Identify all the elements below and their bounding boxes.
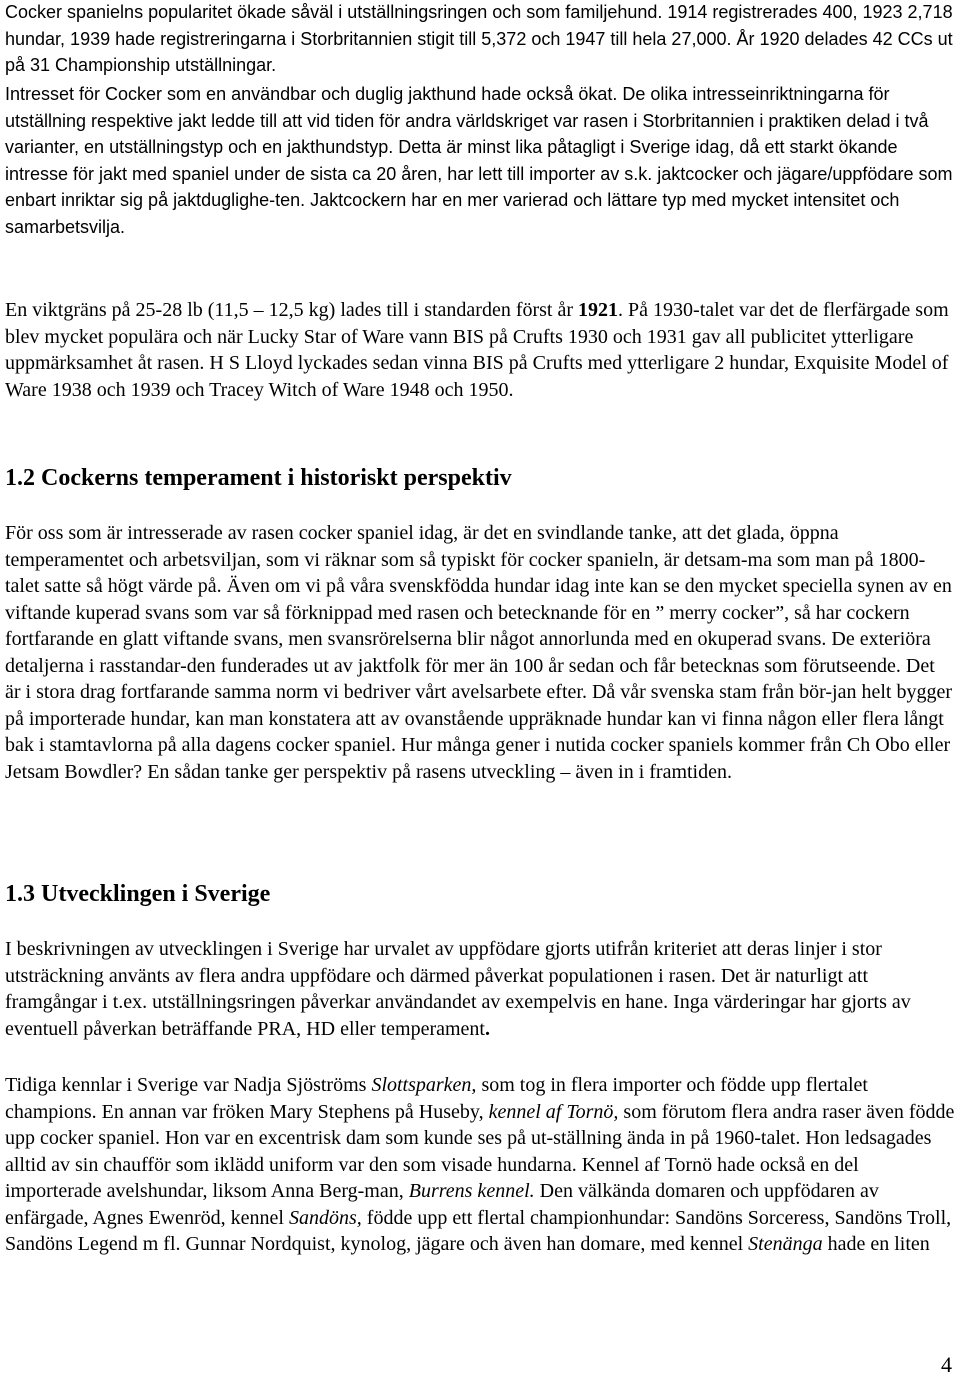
paragraph-text: Den välkända domaren och uppfödaren av enfärgade, Agnes Ewenröd, kennel — [5, 1180, 879, 1229]
paragraph-text: I beskrivningen av utvecklingen i Sverige har urvalet av uppfödare gjorts utifrån kriteriet att deras linjer i stor utsträckning använts av flera andra uppfödare och därmed påverkat populationen i rasen. Det är naturligt att framgångar i t.ex. utställningsringen påverkar användandet av exempelvis en hane. Inga värderingar har gjorts av eventuell påverkan beträffande PRA, HD eller temperament — [5, 938, 911, 1040]
kennel-name: Sandöns, — [288, 1206, 362, 1229]
paragraph-text: födde upp ett flertal championhundar: Sandöns Sorceress, Sandöns Troll, Sandöns Legend m fl. Gunnar Nordquist, kynolog, jägare och även han domare, med kennel — [5, 1206, 952, 1255]
section-heading-sweden: 1.3 Utvecklingen i Sverige — [5, 881, 271, 907]
paragraph-text: som tog in flera importer och födde upp flertalet champions. En annan var fröken Mary Stephens på Huseby, — [5, 1074, 868, 1123]
bold-text: Detta är minst lika påtagligt i Sverige idag, då ett starkt ökande intresse för jakt med spaniel under de sista ca 20 åren, har lett till importer av s.k. jaktcocker och jägare/uppfödare som enbart inriktar sig på jaktduglighe-ten. Jaktcockern har en mer varierad och lättare typ med mycket intensitet och samarbetsvilja. — [5, 137, 953, 237]
kennel-name: kennel af Tornö, — [488, 1100, 619, 1123]
paragraph-text: Intresset för Cocker som en användbar och duglig jakthund hade också ökat. De olika intresseinriktningarna för utställning respektive jakt ledde till att vid tiden för andra världskriget var rasen i Storbritannien i praktiken delad i två varianter, en utställningstyp och en jakthundstyp. — [5, 84, 929, 157]
bold-period: . — [485, 1017, 490, 1040]
paragraph-weight-limit — [5, 297, 955, 403]
bold-year: 1921 — [578, 299, 619, 321]
paragraph-popularity — [5, 0, 955, 79]
page-number: 4 — [941, 1352, 952, 1377]
kennel-name: Slottsparken, — [371, 1074, 477, 1096]
paragraph-text: För oss som är intresserade av rasen cocker spaniel idag, är det en svindlande tanke, att det glada, öppna temperamentet och arbetsviljan, som vi räknar som så typiskt för cocker spanieln, är detsam-ma som man på 1800-talet satte så högt värde på. Även om vi på våra svenskfödda hundar idag inte kan se den mycket speciella synen av en viftande kuperad svans som var så förknippad med rasen och betecknande för en ” merry cocker”, så har cockern fortfarande en glatt viftande svans, men svansrörelserna blir något annorlunda med en okuperad svans. De exteriöra detaljerna i rasstandar-den funderades ut av jaktfolk för mer än 100 år sedan och får betecknas som förutseende. Det är i stora drag fortfarande samma norm vi bedriver vårt avelsarbete efter. Då vår svenska stam från bör-jan helt bygger på importerade hundar, kan man konstatera att av ovanstående uppräknade hundar kan vi finna någon eller flera långt bak i stamtavlorna på alla dagens cocker spaniel. Hur många gener i nutida cocker spaniels kommer från Ch Obo eller Jetsam Bowdler? En sådan tanke ger perspektiv på rasens utveckling – även in i framtiden. — [5, 522, 952, 783]
paragraph-text: Cocker spanielns popularitet ökade såväl i utställningsringen och som familjehund. 1914 registrerades 400, 1923 2,718 hundar, 1939 hade registreringarna i Storbritannien stigit till 5,372 och 1947 till hela 27,000. År 1920 delades 42 CCs ut på 31 Championship utställningar. — [5, 2, 953, 75]
paragraph-text: som förutom flera andra raser även födde upp cocker spaniel. Hon var en excentrisk dam som kunde ses på ut-ställning ända in på 1960-talet. Hon ledsagades alltid av sin chaufför som iklädd uniform var den som visade hundarna. Kennel af Tornö hade också en del importerade avelshundar, liksom Anna Berg-man, — [5, 1100, 955, 1202]
paragraph-text: hade en liten — [822, 1233, 930, 1255]
paragraph-text: Tidiga kennlar i Sverige var Nadja Sjöströms — [5, 1074, 372, 1096]
paragraph-text: . På 1930-talet var det de flerfärgade som blev mycket populära och när Lucky Star of Ware vann BIS på Crufts 1930 och 1931 gav all publicitet ytterligare uppmärksamhet åt rasen. H S Lloyd lyckades sedan vinna BIS på Crufts med ytterligare 2 hundar, Exquisite Model of Ware 1938 och 1939 och Tracey Witch of Ware 1948 och 1950. — [5, 299, 949, 401]
paragraph-breeder-selection — [5, 936, 955, 1042]
paragraph-hunting-interest — [5, 81, 955, 240]
kennel-name: Stenänga — [748, 1233, 823, 1255]
paragraph-early-kennels — [5, 1072, 955, 1258]
paragraph-temperament — [5, 520, 955, 785]
kennel-name: Burrens kennel. — [408, 1180, 535, 1202]
section-heading-temperament: 1.2 Cockerns temperament i historiskt perspektiv — [5, 465, 512, 491]
paragraph-text: En viktgräns på 25-28 lb (11,5 – 12,5 kg) lades till i standarden först år — [5, 299, 579, 321]
